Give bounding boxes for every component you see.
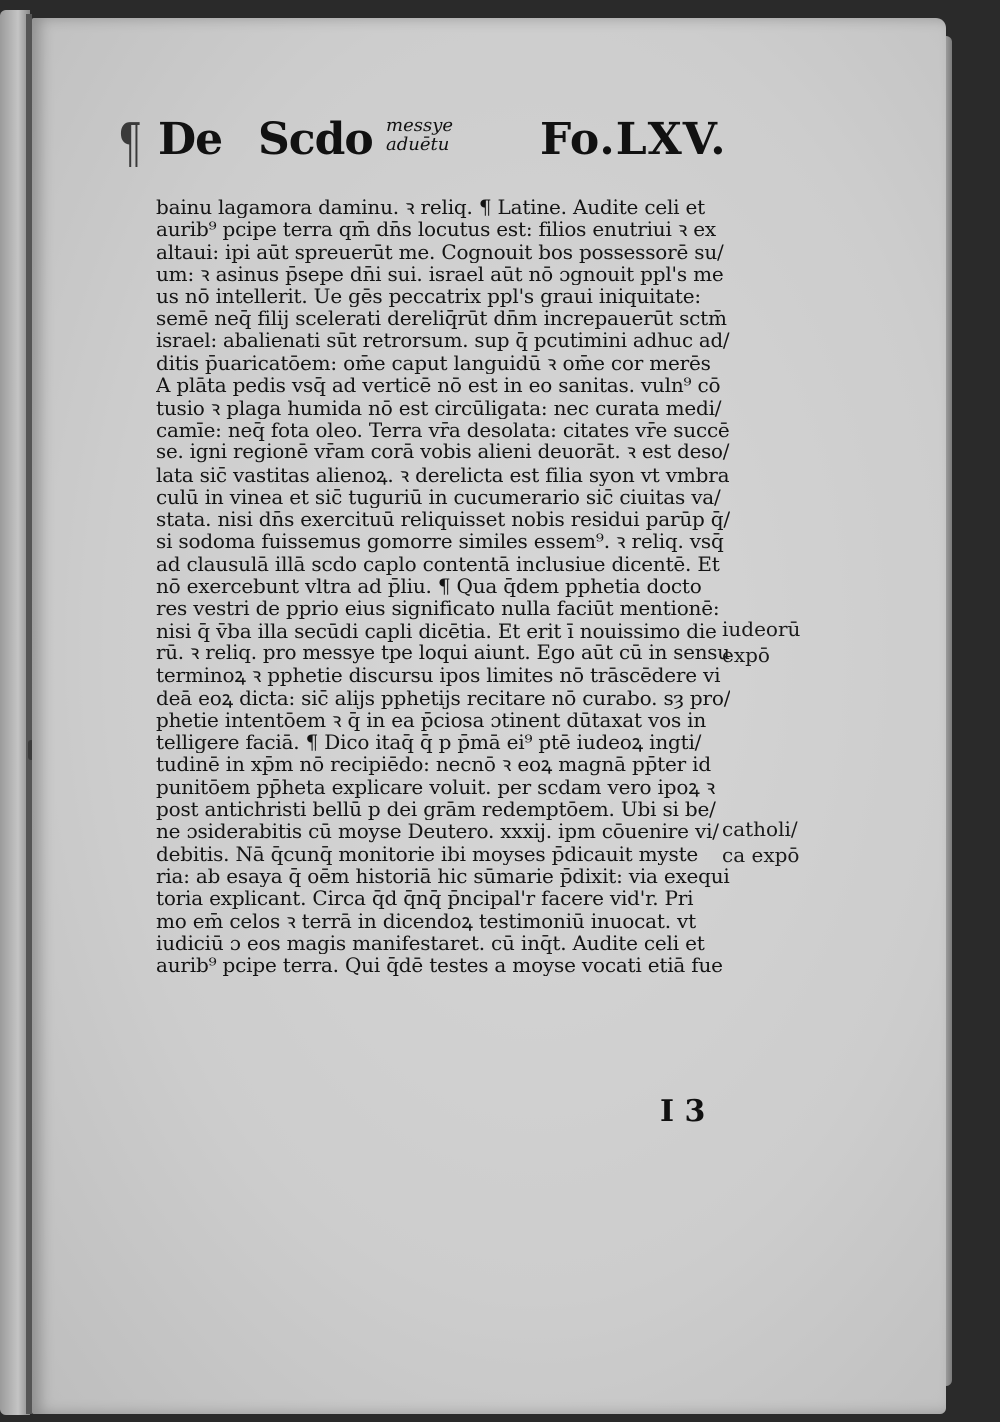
text-line: A plāta pedis vsq̄ ad verticē nō est in eo sanitas. vuln⁹ cō [156,374,721,397]
running-header [118,112,738,182]
text-line: culū in vinea et sic̄ tuguriū in cucumerario sic̄ ciuitas va/ [156,485,721,509]
text-line: camīe: neq̄ fota oleo. Terra vr̄a desolata: citates vr̄e succē [156,418,730,442]
text-line: mo em̄ celos ꝛ terrā in dicendoꝝ testimoniū inuocat. vt [156,909,696,932]
text-line: si sodoma fuissemus gomorre similes essem⁹. ꝛ reliq. vsq̄ [156,530,724,553]
text-line: ad clausulā illā scdo caplo contentā inclusiue dicentē. Et [156,552,720,576]
text-line: aurib⁹ pcipe terra qm̄ dn̄s locutus est: filios enutriui ꝛ ex [156,218,716,241]
text-line: nisi q̄ v̄ba illa secūdi capli dicētia. Et erit ī nouissimo die [156,619,717,642]
signature-mark: I 3 [660,1094,706,1129]
header-subtitle-line1: messye [386,115,454,136]
text-line: debitis. Nā q̄cunq̄ monitorie ibi moyses p̄dicauit myste [156,842,699,865]
margin-note-iudeorum [722,616,822,668]
text-line: post antichristi bellū p dei grām redemptōem. Ubi si be/ [156,798,716,821]
text-line: telligere faciā. ¶ Dico itaq̄ q̄ p p̄mā ei⁹ ptē iudeoꝝ ingti/ [156,731,702,754]
margin-note-catholica [722,816,822,868]
text-line: phetie intentōem ꝛ q̄ in ea p̄ciosa ɔtinent dūtaxat vos in [156,708,707,732]
folio-number: Fo.LXV. [540,114,727,165]
margin-note-line: expō [722,643,770,667]
text-line: rū. ꝛ reliq. pro messye tpe loqui aiunt. Ego aūt cū in sensu [156,641,730,664]
text-line: altaui: ipi aūt spreuerūt me. Cognouit bos possessorē su/ [156,240,724,263]
text-line: res vestri de pprio eius significato nulla faciūt mentionē: [156,597,720,620]
text-line: israel: abalienati sūt retrorsum. sup q̄ pcutimini adhuc ad/ [156,329,730,352]
text-line: nō exercebunt vltra ad p̄liu. ¶ Qua q̄dem pphetia docto [156,575,702,598]
pilcrow-mark: ¶ [118,112,143,175]
header-title-scdo: Scdo [258,114,373,165]
text-line: tudinē in xp̄m nō recipiēdo: necnō ꝛ eoꝝ magnā pp̄ter id [156,753,711,776]
text-line: bainu lagamora daminu. ꝛ reliq. ¶ Latine. Audite celi et [156,196,706,219]
main-text-block [156,196,730,976]
text-line: ditis p̄uaricatōem: om̄e caput languidū ꝛ om̄e cor merēs [156,352,711,375]
text-line: lata sic̄ vastitas alienoꝝ. ꝛ derelicta est filia syon vt vmbra [156,463,730,486]
text-line: ne ɔsiderabitis cū moyse Deutero. xxxij. ipm cōuenire vi/ [156,820,719,843]
text-line: stata. nisi dn̄s exercituū reliquisset nobis residui parūp q̄/ [156,508,730,531]
text-line: tusio ꝛ plaga humida nō est circūligata: nec curata medi/ [156,396,722,419]
text-line: punitōem pp̄heta explicare voluit. per scdam vero ipoꝝ ꝛ [156,775,715,799]
text-line: um: ꝛ asinus p̄sepe dn̄i sui. israel aūt nō ɔgnouit ppl's me [156,262,724,286]
margin-note-line: catholi/ [722,817,798,841]
text-line: toria explicant. Circa q̄d q̄nq̄ p̄ncipal'r facere vid'r. Pri [156,887,694,910]
header-subtitle [386,116,453,154]
text-line: semē neq̄ filij scelerati dereliq̄rūt dn̄m increpauerūt sctm̄ [156,307,727,330]
header-subtitle-line2: aduētu [386,134,450,155]
margin-note-line: iudeorū [722,617,801,641]
margin-note-line: ca expō [722,843,800,867]
text-line: aurib⁹ pcipe terra. Qui q̄dē testes a moyse vocati etiā fue [156,954,723,977]
header-title-de: De [158,114,223,165]
text-line: ria: ab esaya q̄ oēm historiā hic sūmarie p̄dixit: via exequi [156,864,730,888]
text-line: us nō intellerit. Ue gēs peccatrix ppl's graui iniquitate: [156,285,701,308]
text-line: terminoꝝ ꝛ pphetie discursu ipos limites nō trāscēdere vi [156,664,721,687]
text-line: iudiciū ɔ eos magis manifestaret. cū inq̄t. Audite celi et [156,931,705,955]
text-line: se. igni regionē vr̄am corā vobis alieni deuorāt. ꝛ est deso/ [156,441,730,464]
text-line: deā eoꝝ dicta: sic̄ alijs pphetijs recitare nō curabo. sȝ pro/ [156,686,730,709]
